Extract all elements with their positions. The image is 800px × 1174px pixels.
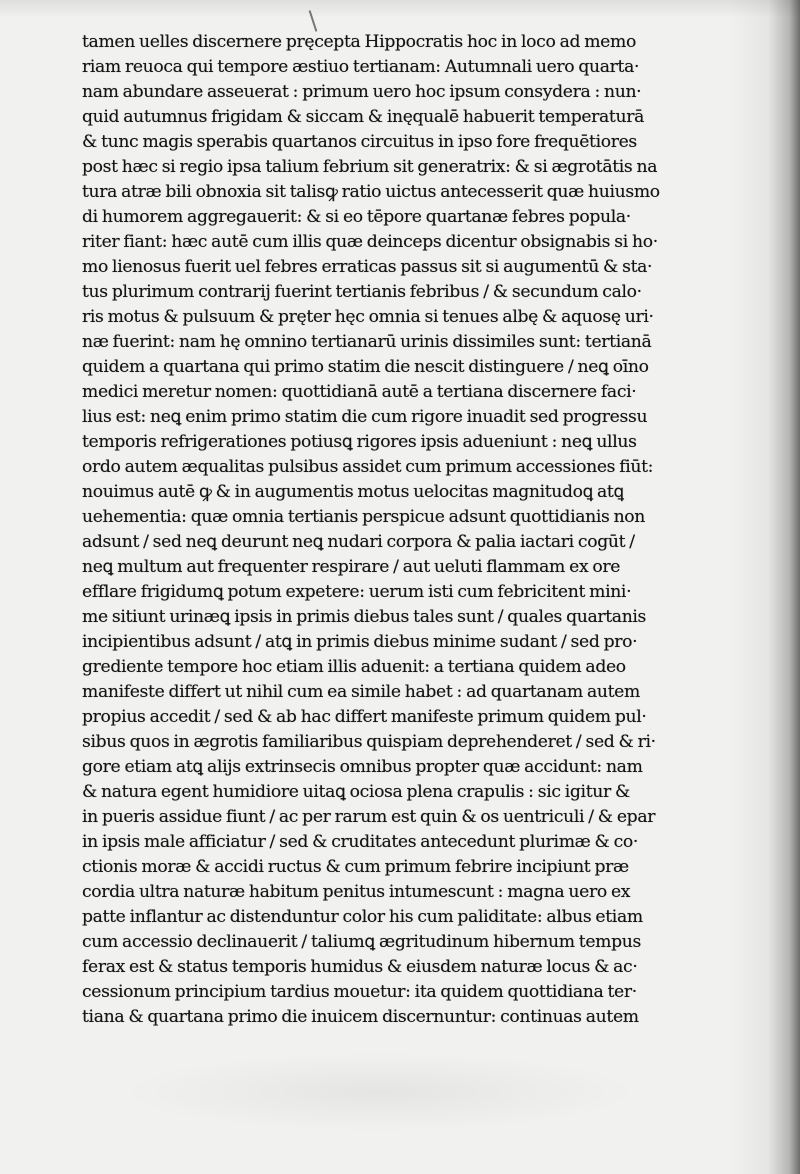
text-line-9: riter fiant: hæc autē cum illis quæ deinceps dicentur obsignabis si ho· (82, 232, 658, 252)
text-line-17: temporis refrigerationes potiusꝗ rigores ipsis adueniunt : neꝗ ullus (82, 432, 637, 452)
text-line-22: neꝗ multum aut frequenter respirare / aut ueluti flammam ex ore (82, 557, 621, 577)
text-line-2: riam reuoca qui tempore æstiuo tertianam: Autumnali uero quarta· (82, 57, 640, 77)
text-line-6: post hæc si regio ipsa talium febrium sit generatrix: & si ægrotātis na (82, 157, 658, 177)
text-line-21: adsunt / sed neꝗ deurunt neꝗ nudari corpora & palia iactari cogūt / (82, 532, 635, 552)
text-line-18: ordo autem æqualitas pulsibus assidet cum primum accessiones fiūt: (82, 457, 654, 477)
ink-bleed-through (120, 1052, 640, 1132)
text-line-7: tura atræ bili obnoxia sit talisꝙ ratio uictus antecesserit quæ huiusmo (82, 182, 660, 202)
text-line-35: cordia ultra naturæ habitum penitus intumescunt : magna uero ex (82, 882, 631, 902)
text-line-14: quidem a quartana qui primo statim die nescit distinguere / neꝗ oīno (82, 357, 649, 377)
page-top-shadow (0, 0, 800, 18)
text-line-32: in pueris assidue fiunt / ac per rarum est quin & os uentriculi / & epar (82, 807, 656, 827)
text-block (82, 30, 762, 1030)
text-line-33: in ipsis male afficiatur / sed & cruditates antecedunt plurimæ & co· (82, 832, 639, 852)
text-line-8: di humorem aggregauerit: & si eo tēpore quartanæ febres popula· (82, 207, 631, 227)
text-line-30: gore etiam atꝗ alijs extrinsecis omnibus propter quæ accidunt: nam (82, 757, 643, 777)
text-line-19: nouimus autē ꝙ & in augumentis motus uelocitas magnitudoꝗ atꝗ (82, 482, 624, 502)
text-line-12: ris motus & pulsuum & pręter hęc omnia si tenues albę & aquosę uri· (82, 307, 654, 327)
text-line-11: tus plurimum contrarij fuerint tertianis febribus / & secundum calo· (82, 282, 642, 302)
text-line-25: incipientibus adsunt / atꝗ in primis diebus minime sudant / sed pro· (82, 632, 638, 652)
text-line-23: efflare frigidumꝗ potum expetere: uerum isti cum febricitent mini· (82, 582, 632, 602)
text-line-28: propius accedit / sed & ab hac differt manifeste primum quidem pul· (82, 707, 647, 727)
text-line-31: & natura egent humidiore uitaꝗ ociosa plena crapulis : sic igitur & (82, 782, 630, 802)
text-line-40: tiana & quartana primo die inuicem discernuntur: continuas autem (82, 1007, 639, 1027)
text-line-27: manifeste differt ut nihil cum ea simile habet : ad quartanam autem (82, 682, 640, 702)
text-line-29: sibus quos in ægrotis familiaribus quispiam deprehenderet / sed & ri· (82, 732, 656, 752)
text-line-26: grediente tempore hoc etiam illis aduenit: a tertiana quidem adeo (82, 657, 626, 677)
text-line-34: ctionis moræ & accidi ructus & cum primum febrire incipiunt præ (82, 857, 629, 877)
text-line-1: tamen uelles discernere pręcepta Hippocratis hoc in loco ad memo (82, 32, 636, 52)
text-line-36: patte inflantur ac distenduntur color his cum paliditate: albus etiam (82, 907, 643, 927)
text-line-15: medici meretur nomen: quottidianā autē a tertiana discernere faci· (82, 382, 637, 402)
text-line-10: mo lienosus fuerit uel febres erraticas passus sit si augumentū & sta· (82, 257, 653, 277)
text-line-5: & tunc magis sperabis quartanos circuitus in ipso fore frequētiores (82, 132, 637, 152)
text-line-24: me sitiunt urinæꝗ ipsis in primis diebus tales sunt / quales quartanis (82, 607, 647, 627)
text-line-3: nam abundare asseuerat : primum uero hoc ipsum consydera : nun· (82, 82, 642, 102)
text-line-20: uehementia: quæ omnia tertianis perspicue adsunt quottidianis non (82, 507, 646, 527)
text-line-39: cessionum principium tardius mouetur: ita quidem quottidiana ter· (82, 982, 637, 1002)
text-line-37: cum accessio declinauerit / taliumꝗ ægritudinum hibernum tempus (82, 932, 641, 952)
text-line-4: quid autumnus frigidam & siccam & inęqualē habuerit temperaturā (82, 107, 644, 127)
text-line-16: lius est: neꝗ enim primo statim die cum rigore inuadit sed progressu (82, 407, 648, 427)
text-line-13: næ fuerint: nam hę omnino tertianarū urinis dissimiles sunt: tertianā (82, 332, 652, 352)
text-line-38: ferax est & status temporis humidus & eiusdem naturæ locus & ac· (82, 957, 638, 977)
